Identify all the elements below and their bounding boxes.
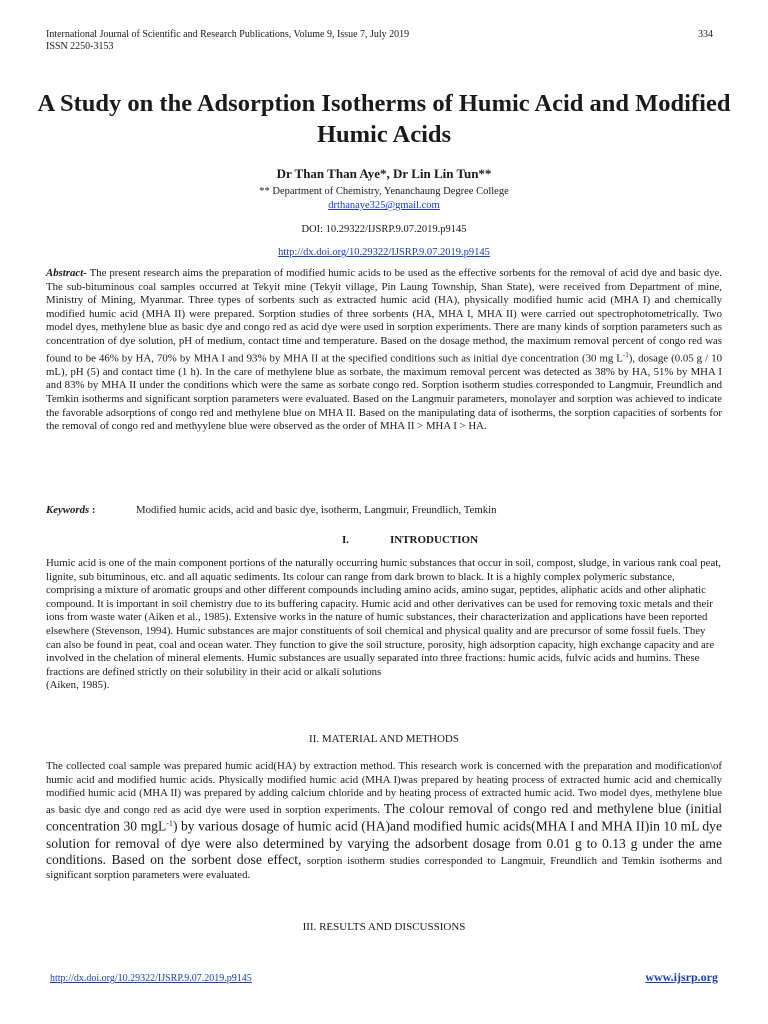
methods-large-text-1: The colour removal of congo red and methylene blue (initial concentration 30 mgL (46, 800, 723, 834)
introduction-text: Humic acid is one of the main component portions of the naturally occurring humic substances that occur in soil, compost, sludge, in various rank coal peat, lignite, sub bituminous, etc. and all aquatic sediments. Its colour can range from dark brown to black. It is a highly complex polymeric substance, comprising a mixture of aromatic groups and other different compounds including amino acids, amino sugar, peptides, aliphatic acids and other aliphatic compound. It is important in soil chemistry due to its buffering capacity. Humic acid and other derivatives can be used for removing toxic metals and their ions from waste water (Aiken et al., 1985). Extensive works in the nature of humic substances, their characterization and applications have been reported elsewhere (Stevenson, 1994). Humic substances are major constituents of soil chemical and physical quality and are precursor of some fossil fuels. They can also be found in peat, coal and ocean water. They function to give the soil structure, porosity, high adsorption capacity, high exchange capacity and are involved in the chelation of mineral elements. Humic substances are usually separated into three fractions: humic acids, fulvic acids and humins. These fractions are defined strictly on their solubility in their acid or alkali solutions (Aiken, 1985). (46, 557, 721, 692)
issn: ISSN 2250-3153 (46, 41, 114, 52)
abstract (46, 267, 722, 434)
methods-superscript: -1 (166, 819, 173, 829)
intro-citation: (Aiken, 1985). (46, 679, 110, 692)
intro-number: I. (342, 534, 350, 546)
keywords-label: Keywords (46, 504, 90, 516)
doi: DOI: 10.29322/IJSRP.9.07.2019.p9145 (301, 224, 467, 235)
keywords-text: Modified humic acids, acid and basic dye, isotherm, Langmuir, Freundlich, Temkin (136, 504, 497, 516)
intro-title: INTRODUCTION (390, 534, 479, 546)
affiliation: ** Department of Chemistry, Yenanchaung Degree College (259, 186, 509, 197)
methods-large-text-2: ) by various dosage of humic acid (HA)and modified humic acids(MHA I and MHA II)in 10 mL dye solution for removal of dye were also determined by varying the adsorbent dosage from 0.01 g to 0.13 g under the ame conditions. Based on the sorbent dose effect, (46, 818, 723, 868)
authors: Dr Than Than Aye*, Dr Lin Lin Tun** (276, 166, 492, 181)
methods-text: The collected coal sample was prepared humic acid(HA) by extraction method. This research work is concerned with the preparation and modification\of humic acid and modified humic acids. Physically modified humic acid (MHA I)was prepared by heating process of extracted humic acid and chemically modified humic acid (MHA II) was prepared by adding calcium chloride and by heating process of extracted humic acid. Two model dyes, methylene blue as basic dye and congo red as acid dye were used in sorption experiments. The colour removal of congo red and methylene blue (initial concentration 30 mgL$^{-1}$) by various dosage of humic acid (HA)and modified humic acids(MHA I and MHA II)in 10 mL dye solution for removal of dye were also determined by varying the adsorbent dosage from 0.01 g to 0.13 g under the ame conditions. Based on the sorbent dose effect, sorption isotherm studies corresponded to Langmuir, Freundlich and Temkin isotherms and significant sorption parameters were evaluated. (46, 760, 723, 881)
abstract-text-1: The present research aims the preparation of modified humic acids to be used as the effective sorbents for the removal of acid dye and basic dye. The sub-bituminous coal samples occurred at Tekyit mine (Tekyit village, Pin Laung Township, Shan State), were received from Department of mine, Ministry of Mining, Myanmar. Three types of sorbents such as extracted humic acid (HA), physically modified humic acid (MHA I) and chemically modified humic acid (MHA II) were prepared. Sorption studies of three sorbents (HA, MHA I, MHA II) were carried out spectrophotometrically. Two model dyes, methylene blue as basic dye and congo red as acid dye were used in sorption experiments. There are many kinds of sorption parameters such as concentration of dye solution, pH of medium, contact time and temperature. Based on the dosage method, the maximum removal percent of congo red was found to be 46% by HA, 70% by MHA I and 93% by MHA II at the specified conditions such as initial dye concentration (30 mg L (46, 267, 722, 365)
abstract-text-2: ), dosage (0.05 g / 10 mL), pH (5) and contact time (1 h). In the care of methylene blue as sorbate, the maximum removal percent was detected as 38% by HA, 51% by MHA I and 83% by MHA II under the conditions which were the same as sorbate congo red. Sorption isotherm studies corresponded to Langmuir, Freundlich and Temkin isotherms and significant sorption parameters were evaluated. Based on the Langmuir parameters, monolayer and sorption was achieved to indicate the favorable adsorptions of congo red and methylene blue on MHA II. Based on the manipulating data of isotherms, the sorption capacities of sorbents for the removal of congo red and methyylene blue were observed as the order of MHA II > MHA I > HA. (46, 352, 722, 433)
keywords-colon: : (89, 504, 96, 516)
journal-header: International Journal of Scientific and Research Publications, Volume 9, Issue 7, July 2019 (46, 29, 410, 40)
keywords (46, 504, 722, 518)
footer-doi-link[interactable]: http://dx.doi.org/10.29322/IJSRP.9.07.2019.p9145 (50, 973, 252, 984)
abstract-superscript: -1 (622, 350, 629, 359)
footer-site-link[interactable]: www.ijsrp.org (645, 970, 718, 984)
doi-link[interactable]: http://dx.doi.org/10.29322/IJSRP.9.07.2019.p9145 (278, 247, 490, 258)
abstract-label: Abstract- (46, 267, 87, 279)
page-number: 334 (698, 29, 713, 40)
section-results-heading: III. RESULTS AND DISCUSSIONS (302, 921, 466, 933)
section-methods-heading: II. MATERIAL AND METHODS (309, 733, 459, 745)
paper-title: A Study on the Adsorption Isotherms of Humic Acid and Modified Humic Acids (37, 90, 731, 148)
email-link[interactable]: drthanaye325@gmail.com (328, 200, 440, 211)
